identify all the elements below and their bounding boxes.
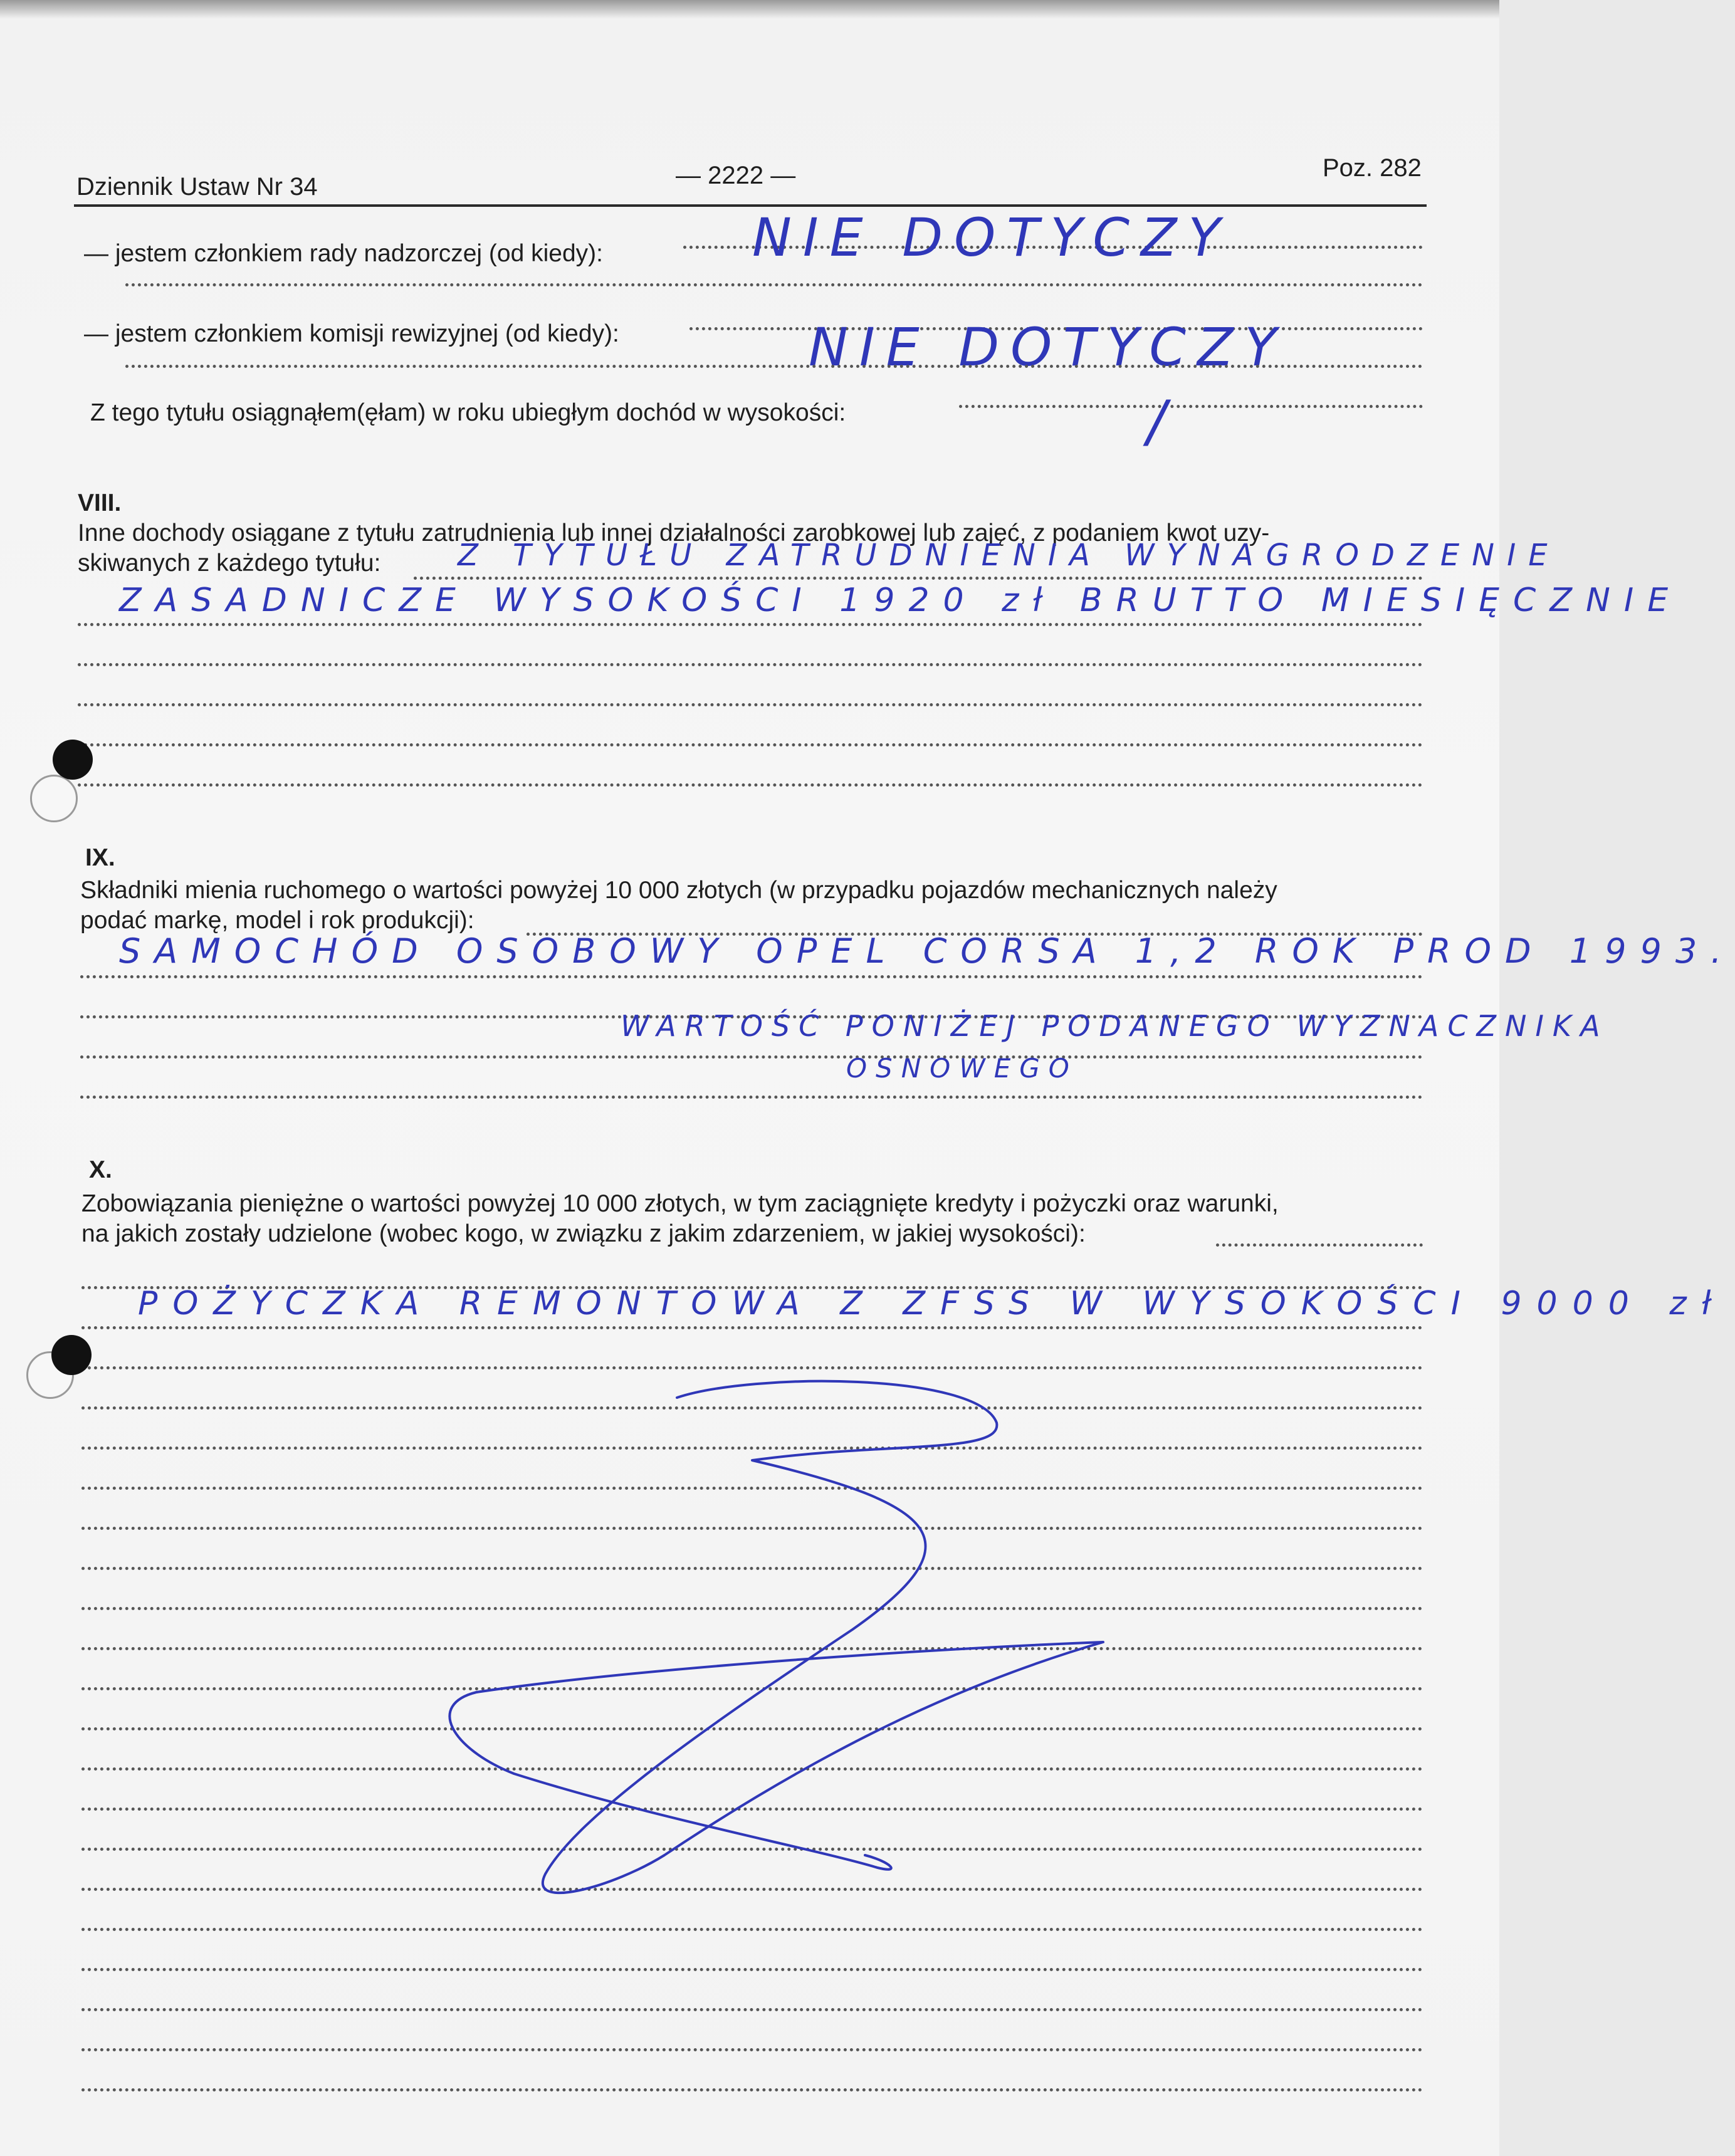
journal-title: Dziennik Ustaw Nr 34 [76,173,318,201]
position-number: Poz. 282 [1323,154,1422,182]
section-ix-text-line2: podać markę, model i rok produkcji): [80,907,474,934]
dotted-line [81,1848,1423,1851]
section-viii-text-line2: skiwanych z każdego tytułu: [78,550,381,577]
section-ix-answer-line2: WARTOŚĆ PONIŻEJ PODANEGO WYZNACZNIKA [621,1009,1609,1043]
page-number: — 2222 — [676,162,796,189]
dotted-line [80,975,1423,978]
section-viii-number: VIII. [78,489,122,516]
section-viii-text-line1: Inne dochody osiągane z tytułu zatrudnienia lub innej działalności zarobkowej lub zajęć, z podaniem kwot uzy- [78,520,1270,547]
section-ix-answer-line3: OSNOWEGO [846,1053,1078,1084]
dotted-line [81,1406,1423,1410]
supervisory-board-label: — jestem członkiem rady nadzorczej (od kiedy): [84,240,603,267]
supervisory-board-answer: NIE DOTYCZY [752,207,1232,268]
dotted-line [81,1527,1423,1530]
dotted-line [81,1727,1423,1730]
dotted-line [81,1607,1423,1610]
dotted-line [78,743,1423,746]
dotted-line [1216,1243,1423,1247]
dotted-line [959,405,1423,408]
dotted-line [78,783,1423,787]
section-x-number: X. [89,1156,112,1183]
dotted-line [78,703,1423,706]
dotted-line [81,1687,1423,1690]
section-x-text-line1: Zobowiązania pieniężne o wartości powyżej 10 000 złotych, w tym zaciągnięte kredyty i pożyczki oraz warunki, [81,1190,1279,1217]
dotted-line [414,577,1423,580]
dotted-line [81,1326,1423,1329]
dotted-line [81,1808,1423,1811]
punch-hole [51,1335,92,1375]
section-viii-answer-line2: ZASADNICZE WYSOKOŚCI 1920 zł BRUTTO MIESIĘCZNIE [119,582,1682,619]
dotted-line [81,2088,1423,2091]
section-viii-answer-line1: Z TYTUŁU ZATRUDNIENIA WYNAGRODZENIE [458,538,1560,573]
dotted-line [125,283,1423,286]
dotted-line [81,1567,1423,1570]
punch-hole [53,740,93,780]
dotted-line [81,1447,1423,1450]
audit-committee-answer: NIE DOTYCZY [809,317,1288,378]
income-label: Z tego tytułu osiągnąłem(ęłam) w roku ubiegłym dochód w wysokości: [90,399,846,426]
dotted-line [80,1096,1423,1099]
dotted-line [81,1647,1423,1650]
section-x-answer-line1: POŻYCZKA REMONTOWA Z ZFSS W WYSOKOŚCI 9000 zł [138,1285,1726,1322]
section-ix-text-line1: Składniki mienia ruchomego o wartości powyżej 10 000 złotych (w przypadku pojazdów mechanicznych należy [80,877,1277,904]
dotted-line [81,1767,1423,1771]
section-ix-answer-line1: SAMOCHÓD OSOBOWY OPEL CORSA 1,2 ROK PROD 1993. [119,931,1735,971]
dotted-line [78,623,1423,626]
audit-committee-label: — jestem członkiem komisji rewizyjnej (od kiedy): [84,320,619,347]
income-answer: / [1147,389,1166,454]
dotted-line [81,2048,1423,2051]
section-x-text-line2: na jakich zostały udzielone (wobec kogo, w związku z jakim zdarzeniem, w jakiej wysokości): [81,1220,1086,1247]
section-ix-number: IX. [85,844,115,871]
dotted-line [81,1366,1423,1369]
dotted-line [125,365,1423,368]
dotted-line [78,663,1423,666]
dotted-line [81,1487,1423,1490]
scan-edge-shadow [0,0,1499,19]
dotted-line [81,1968,1423,1971]
punch-hole-ring [30,775,78,822]
dotted-line [81,1928,1423,1931]
dotted-line [80,1055,1423,1059]
dotted-line [81,1888,1423,1891]
dotted-line [81,2008,1423,2011]
